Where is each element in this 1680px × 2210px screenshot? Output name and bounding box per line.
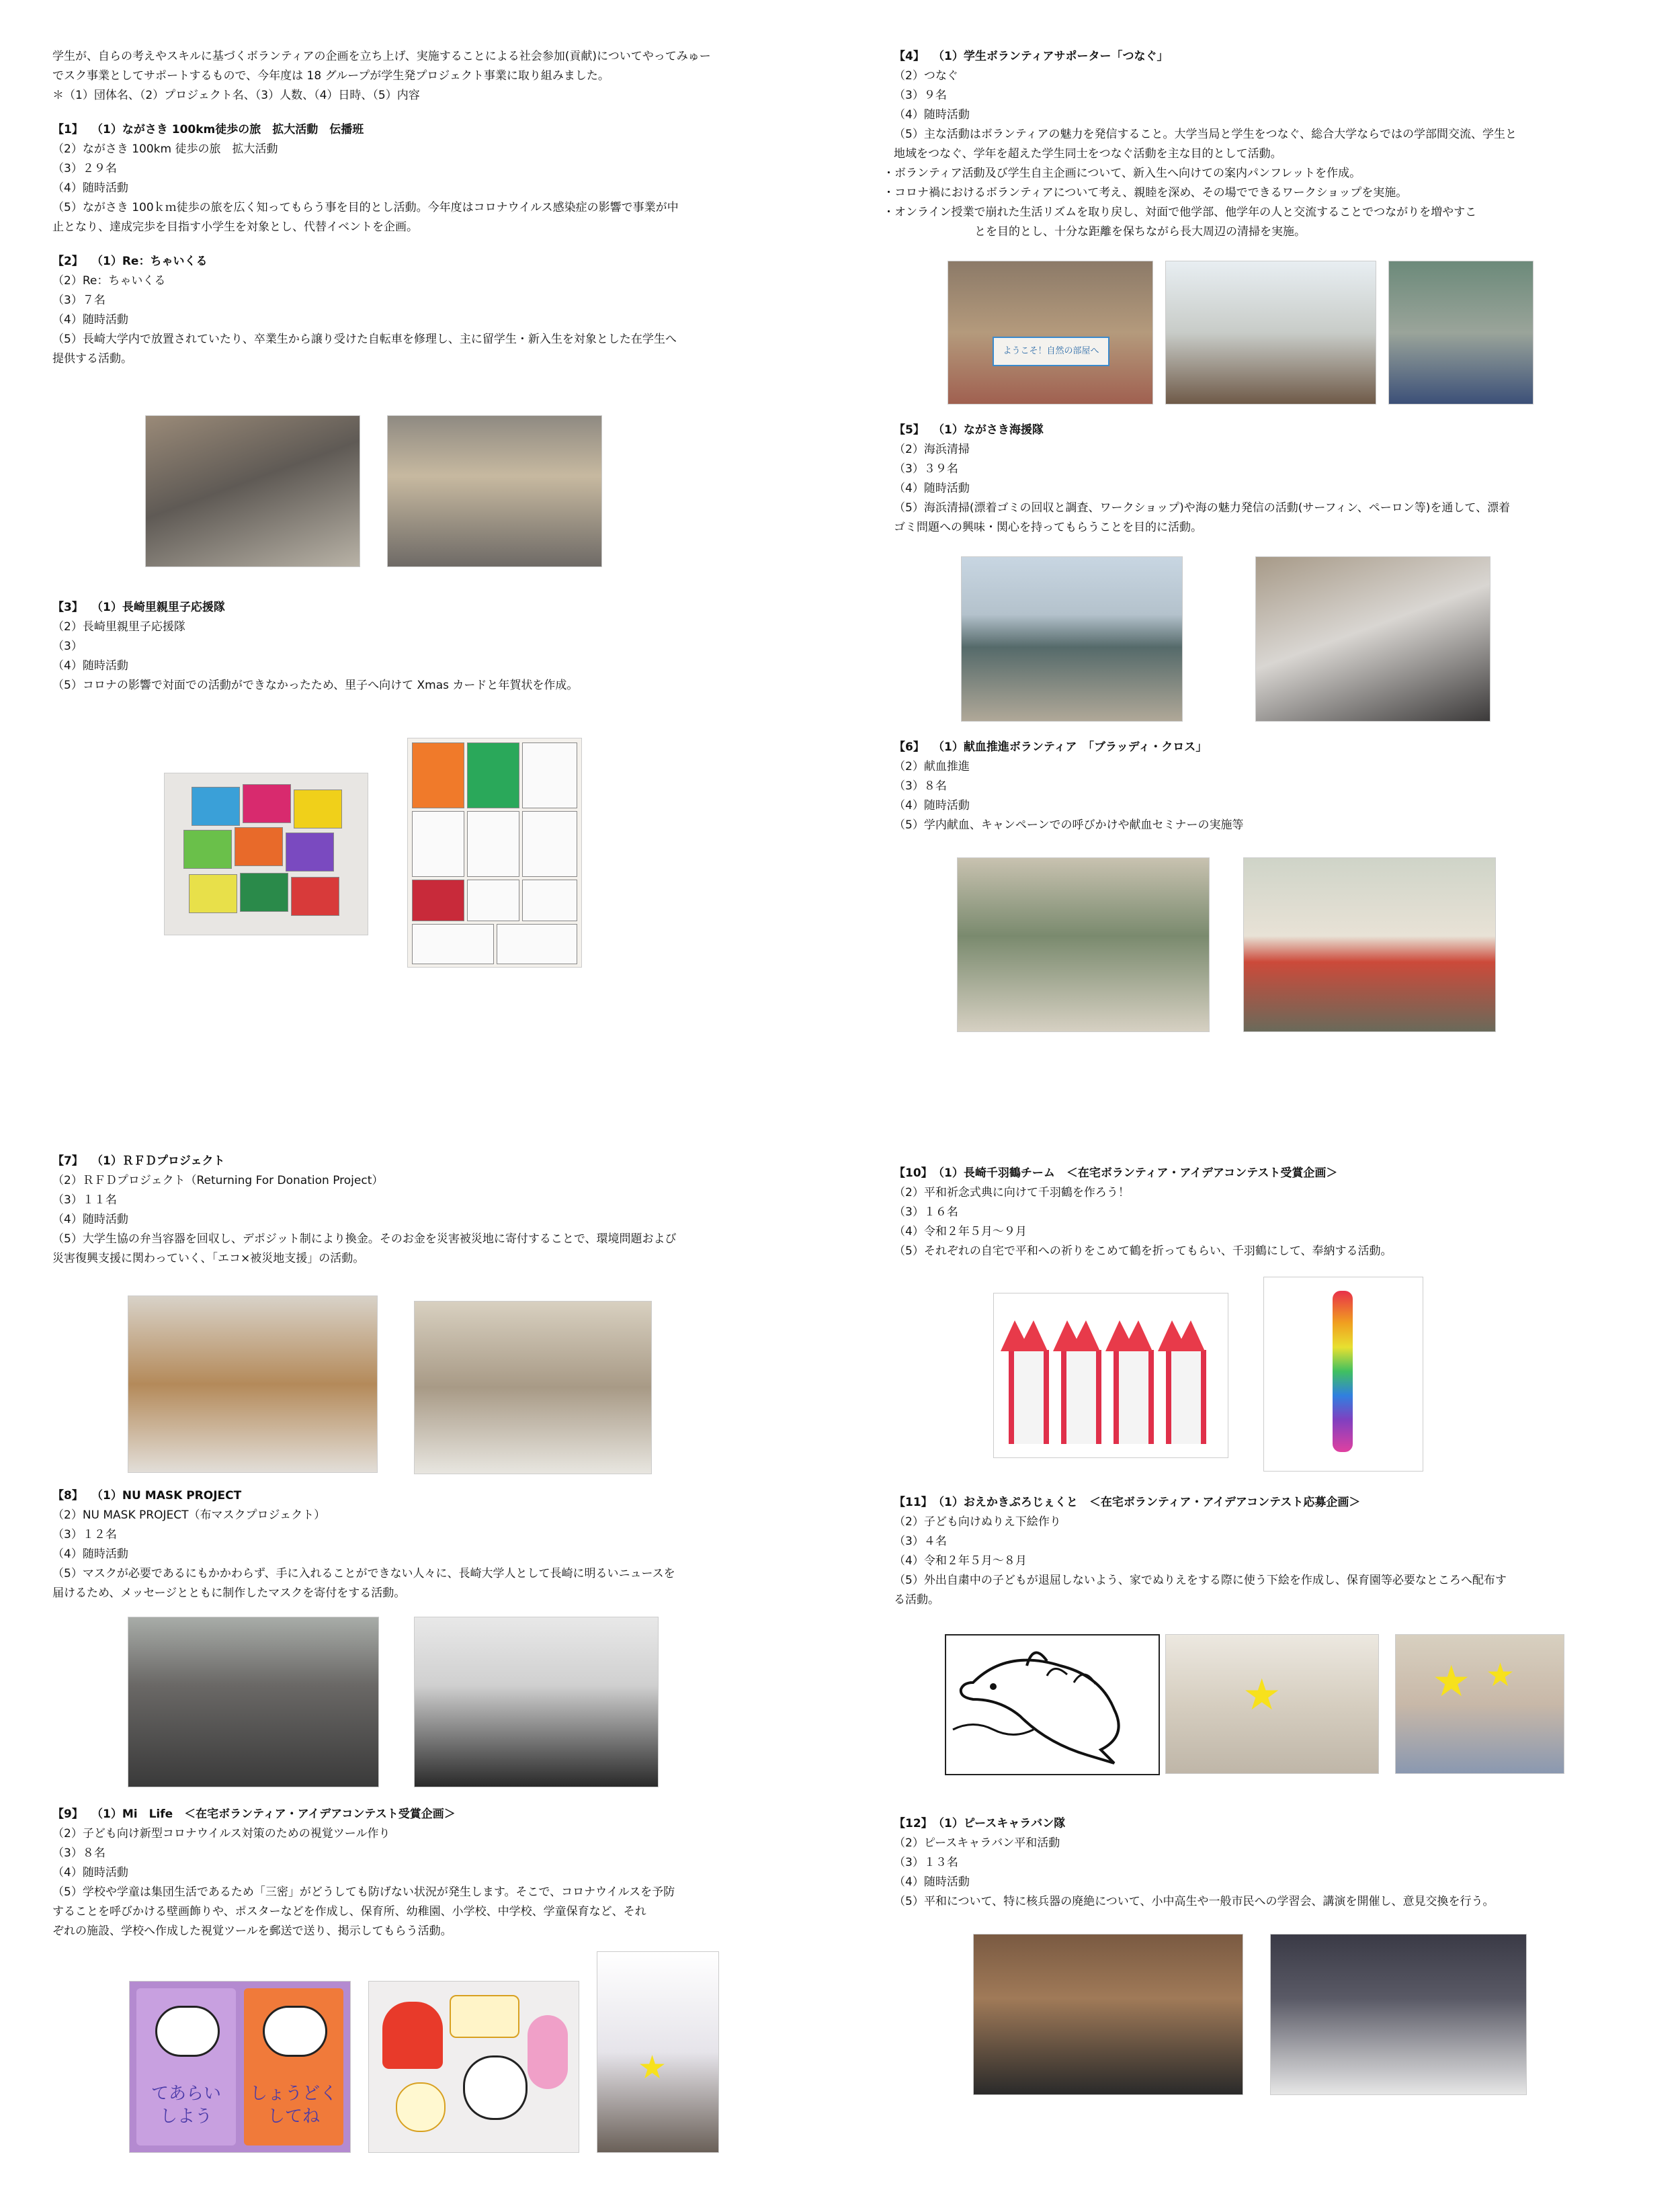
group-number: 【6】 bbox=[894, 740, 925, 754]
photo-container-sorting bbox=[414, 1301, 652, 1474]
group-content: 止となり、達成完歩を目指す小学生を対象とし、代替イベントを企画。 bbox=[52, 220, 418, 234]
group-content: （5）学内献血、キャンペーンでの呼びかけや献血セミナーの実施等 bbox=[894, 818, 1244, 832]
group-content: （5）長崎大学内で放置されていたり、卒業生から譲り受けた自転車を修理し、主に留学生・新入生を対象とした在学生へ bbox=[52, 333, 677, 346]
group-content: （5）大学生協の弁当容器を回収し、デポジット制により換金。そのお金を災害被災地に寄付することで、環境問題および bbox=[52, 1232, 677, 1246]
group-name: （1）Re：ちゃいくる bbox=[91, 255, 208, 268]
photo-container-collection bbox=[128, 1295, 378, 1473]
star-icon: ★ bbox=[1243, 1670, 1282, 1720]
group-item: （4）随時活動 bbox=[52, 659, 128, 673]
group-item: （2）海浜清掃 bbox=[894, 443, 970, 456]
photo-group-banner bbox=[948, 261, 1153, 405]
group-item: （4）随時活動 bbox=[894, 108, 970, 122]
group-item: （2）献血推進 bbox=[894, 760, 970, 773]
group-item: （3）１６名 bbox=[894, 1205, 958, 1219]
poster-handwash-text: てあらい しよう bbox=[151, 2084, 221, 2127]
group-1 bbox=[52, 120, 805, 237]
group-number: 【5】 bbox=[894, 423, 925, 437]
group-content: （5）平和について、特に核兵器の廃絶について、小中高生や一般市民への学習会、講演を開催し、意見交換を行う。 bbox=[894, 1895, 1495, 1908]
group-item: （4）随時活動 bbox=[52, 1213, 128, 1226]
photo-handwash-posters bbox=[129, 1981, 351, 2153]
group-4 bbox=[883, 47, 1646, 242]
star-icon: ★ bbox=[1486, 1656, 1515, 1694]
photo-campus-cleanup bbox=[1388, 261, 1534, 405]
group-item: （2）子ども向けぬりえ下絵作り bbox=[894, 1515, 1061, 1529]
star-icon: ★ bbox=[1432, 1657, 1471, 1707]
group-8 bbox=[52, 1486, 805, 1603]
photo-mask-team bbox=[128, 1617, 379, 1787]
photo-blood-donation-booth bbox=[957, 857, 1210, 1032]
intro-line: でスク事業としてサポートするもので、今年度は 18 グループが学生発プロジェクト事業に取り組みました。 bbox=[52, 69, 610, 83]
group-content: ゴミ問題への興味・関心を持ってもらうことを目的に活動。 bbox=[894, 521, 1202, 534]
group-number: 【8】 bbox=[52, 1489, 83, 1502]
group-content: （5）ながさき 100ｋｍ徒歩の旅を広く知ってもらう事を目的とし活動。今年度はコロナウイルス感染症の影響で事業が中 bbox=[52, 201, 679, 214]
photo-bicycle-repair bbox=[145, 415, 360, 567]
group-3 bbox=[52, 598, 805, 695]
group-name: （1）ながさき海援隊 bbox=[933, 423, 1044, 437]
group-content: （5）それぞれの自宅で平和への祈りをこめて鶴を折ってもらい、千羽鶴にして、奉納する活動。 bbox=[894, 1244, 1392, 1258]
group-item: （2）Re：ちゃいくる bbox=[52, 274, 166, 288]
group-item: （2）ながさき 100km 徒歩の旅 拡大活動 bbox=[52, 142, 278, 156]
group-5 bbox=[894, 421, 1646, 538]
group-item: （4）随時活動 bbox=[894, 799, 970, 812]
photo-dolphin-coloring-page bbox=[945, 1634, 1160, 1775]
group-number: 【4】 bbox=[894, 50, 925, 63]
group-name: （1）NU MASK PROJECT bbox=[91, 1489, 242, 1502]
group-content: （5）マスクが必要であるにもかかわらず、手に入れることができない人々に、長崎大学人として長崎に明るいニュースを bbox=[52, 1567, 675, 1580]
group-content: 災害復興支援に関わっていく、「エコ×被災地支援」の活動。 bbox=[52, 1252, 365, 1265]
group-bullet: とを目的とし、十分な距離を保ちながら長大周辺の清掃を実施。 bbox=[974, 225, 1306, 239]
intro-line: 学生が、自らの考えやスキルに基づくボランティアの企画を立ち上げ、実施することによる社会参加(貢献)についてやってみゅー bbox=[52, 50, 711, 63]
group-item: （4）随時活動 bbox=[52, 181, 128, 195]
group-item: （2）NU MASK PROJECT（布マスクプロジェクト） bbox=[52, 1508, 326, 1522]
photo-child-handwashing bbox=[597, 1951, 719, 2153]
group-item: （4）随時活動 bbox=[52, 313, 128, 327]
dolphin-icon bbox=[946, 1635, 1159, 1774]
photo-beach-cleanup-group bbox=[961, 556, 1183, 722]
group-10 bbox=[894, 1164, 1646, 1261]
group-item: （2）ＲＦＤプロジェクト（Returning For Donation Project） bbox=[52, 1174, 384, 1187]
photo-children-coloring bbox=[1395, 1634, 1564, 1774]
group-content: 地域をつなぐ、学年を超えた学生同士をつなぐ活動を主な目的として活動。 bbox=[894, 147, 1282, 161]
poster-disinfect-text: しょうどく してね bbox=[249, 2084, 337, 2127]
group-number: 【12】 bbox=[894, 1817, 933, 1830]
group-number: 【11】 bbox=[894, 1496, 933, 1509]
group-bullet: ・オンライン授業で崩れた生活リズムを取り戻し、対面で他学部、他学年の人と交流することでつながりを増やすこ bbox=[883, 206, 1477, 219]
group-item: （2）長崎里親里子応援隊 bbox=[52, 620, 185, 634]
group-name: （1）献血推進ボランティア 「ブラッディ・クロス」 bbox=[933, 740, 1208, 754]
group-number: 【2】 bbox=[52, 255, 83, 268]
group-bullet: ・ボランティア活動及び学生自主企画について、新入生へ向けての案内パンフレットを作成。 bbox=[883, 167, 1361, 180]
group-content: （5）コロナの影響で対面での活動ができなかったため、里子へ向けて Xmas カードと年賀状を作成。 bbox=[52, 679, 579, 692]
photo-xmas-cards bbox=[164, 773, 368, 935]
group-9 bbox=[52, 1805, 805, 1941]
group-7 bbox=[52, 1152, 805, 1269]
photo-crane-string bbox=[1263, 1277, 1423, 1472]
group-item: （2）つなぐ bbox=[894, 69, 958, 83]
legend-note: ＊（1）団体名、（2）プロジェクト名、（3）人数、（4）日時、（5）内容 bbox=[52, 89, 420, 102]
group-item: （4）随時活動 bbox=[894, 1875, 970, 1889]
photo-new-year-cards bbox=[407, 738, 582, 968]
group-item: （3）１１名 bbox=[52, 1193, 117, 1207]
group-item: （3）８名 bbox=[52, 1846, 106, 1860]
group-item: （3）３９名 bbox=[894, 462, 958, 476]
group-item: （3）１２名 bbox=[52, 1528, 117, 1541]
group-12 bbox=[894, 1814, 1646, 1912]
photo-bicycle-repair bbox=[387, 415, 602, 567]
photo-blood-donation-table bbox=[1243, 857, 1496, 1032]
group-name: （1）ＲＦＤプロジェクト bbox=[91, 1154, 225, 1168]
photo-beach-trash-bag bbox=[1255, 556, 1490, 722]
group-content: （5）主な活動はボランティアの魅力を発信すること。大学当局と学生をつなぐ、総合大学ならではの学部間交流、学生と bbox=[894, 128, 1517, 141]
group-item: （3） bbox=[52, 640, 83, 653]
photo-child-coloring bbox=[1165, 1634, 1379, 1774]
star-icon: ★ bbox=[638, 2049, 667, 2086]
group-content: 届けるため、メッセージとともに制作したマスクを寄付をする活動。 bbox=[52, 1586, 406, 1600]
group-content: することを呼びかける壁画飾りや、ポスターなどを作成し、保育所、幼稚園、小学校、中学校、学童保育など、それ bbox=[52, 1905, 646, 1918]
group-item: （3）７名 bbox=[52, 294, 106, 307]
group-item: （4）随時活動 bbox=[52, 1547, 128, 1561]
photo-peace-lecture-screen bbox=[1270, 1934, 1527, 2095]
group-item: （4）令和２年５月〜９月 bbox=[894, 1225, 1027, 1238]
group-name: （1）長崎千羽鶴チーム ＜在宅ボランティア・アイデアコンテスト受賞企画＞ bbox=[933, 1166, 1338, 1180]
banner-text: ようこそ！自然の部屋へ bbox=[993, 337, 1109, 366]
group-content: 提供する活動。 bbox=[52, 352, 132, 366]
group-number: 【7】 bbox=[52, 1154, 83, 1168]
group-item: （3）１３名 bbox=[894, 1856, 958, 1869]
group-6 bbox=[894, 738, 1646, 835]
group-content: （5）外出自粛中の子どもが退屈しないよう、家でぬりえをする際に使う下絵を作成し、保育園等必要なところへ配布す bbox=[894, 1574, 1507, 1587]
group-item: （3）８名 bbox=[894, 779, 947, 793]
group-name: （1）Mi Life ＜在宅ボランティア・アイデアコンテスト受賞企画＞ bbox=[91, 1808, 456, 1821]
group-item: （3）２９名 bbox=[52, 162, 117, 175]
page-top-left bbox=[52, 47, 805, 369]
group-bullet: ・コロナ禍におけるボランティアについて考え、親睦を深め、その場でできるワークショップを実施。 bbox=[883, 186, 1408, 200]
group-name: （1）おえかきぷろじぇくと ＜在宅ボランティア・アイデアコンテスト応募企画＞ bbox=[933, 1496, 1361, 1509]
group-item: （2）平和祈念式典に向けて千羽鶴を作ろう！ bbox=[894, 1186, 1130, 1199]
photo-paper-cranes bbox=[993, 1293, 1228, 1458]
group-item: （4）随時活動 bbox=[52, 1866, 128, 1879]
group-number: 【3】 bbox=[52, 601, 83, 614]
group-number: 【1】 bbox=[52, 123, 83, 136]
group-number: 【10】 bbox=[894, 1166, 933, 1180]
group-name: （1）ピースキャラバン隊 bbox=[933, 1817, 1066, 1830]
group-number: 【9】 bbox=[52, 1808, 83, 1821]
group-2 bbox=[52, 252, 805, 369]
group-content: ぞれの施設、学校へ作成した視覚ツールを郵送で送り、掲示してもらう活動。 bbox=[52, 1924, 452, 1938]
photo-mask-sewing bbox=[414, 1617, 659, 1787]
group-item: （3）４名 bbox=[894, 1535, 947, 1548]
group-name: （1）長崎里親里子応援隊 bbox=[91, 601, 225, 614]
group-content: る活動。 bbox=[894, 1593, 939, 1607]
photo-workshop-classroom bbox=[1165, 261, 1376, 405]
group-item: （2）子ども向け新型コロナウイルス対策のための視覚ツール作り bbox=[52, 1827, 390, 1840]
group-item: （3）９名 bbox=[894, 89, 947, 102]
group-name: （1）学生ボランティアサポーター「つなぐ」 bbox=[933, 50, 1169, 63]
photo-wall-decorations bbox=[368, 1981, 579, 2153]
group-item: （4）令和２年５月〜８月 bbox=[894, 1554, 1027, 1568]
group-content: （5）学校や学童は集団生活であるため「三密」がどうしても防げない状況が発生します。そこで、コロナウイルスを予防 bbox=[52, 1885, 675, 1899]
group-item: （4）随時活動 bbox=[894, 482, 970, 495]
group-name: （1）ながさき 100km徒歩の旅 拡大活動 伝播班 bbox=[91, 123, 364, 136]
photo-peace-lecture-hall bbox=[973, 1934, 1243, 2095]
group-11 bbox=[894, 1493, 1646, 1610]
group-content: （5）海浜清掃(漂着ゴミの回収と調査、ワークショップ)や海の魅力発信の活動(サーフィン、ペーロン等)を通して、漂着 bbox=[894, 501, 1511, 515]
group-item: （2）ピースキャラバン平和活動 bbox=[894, 1836, 1060, 1850]
